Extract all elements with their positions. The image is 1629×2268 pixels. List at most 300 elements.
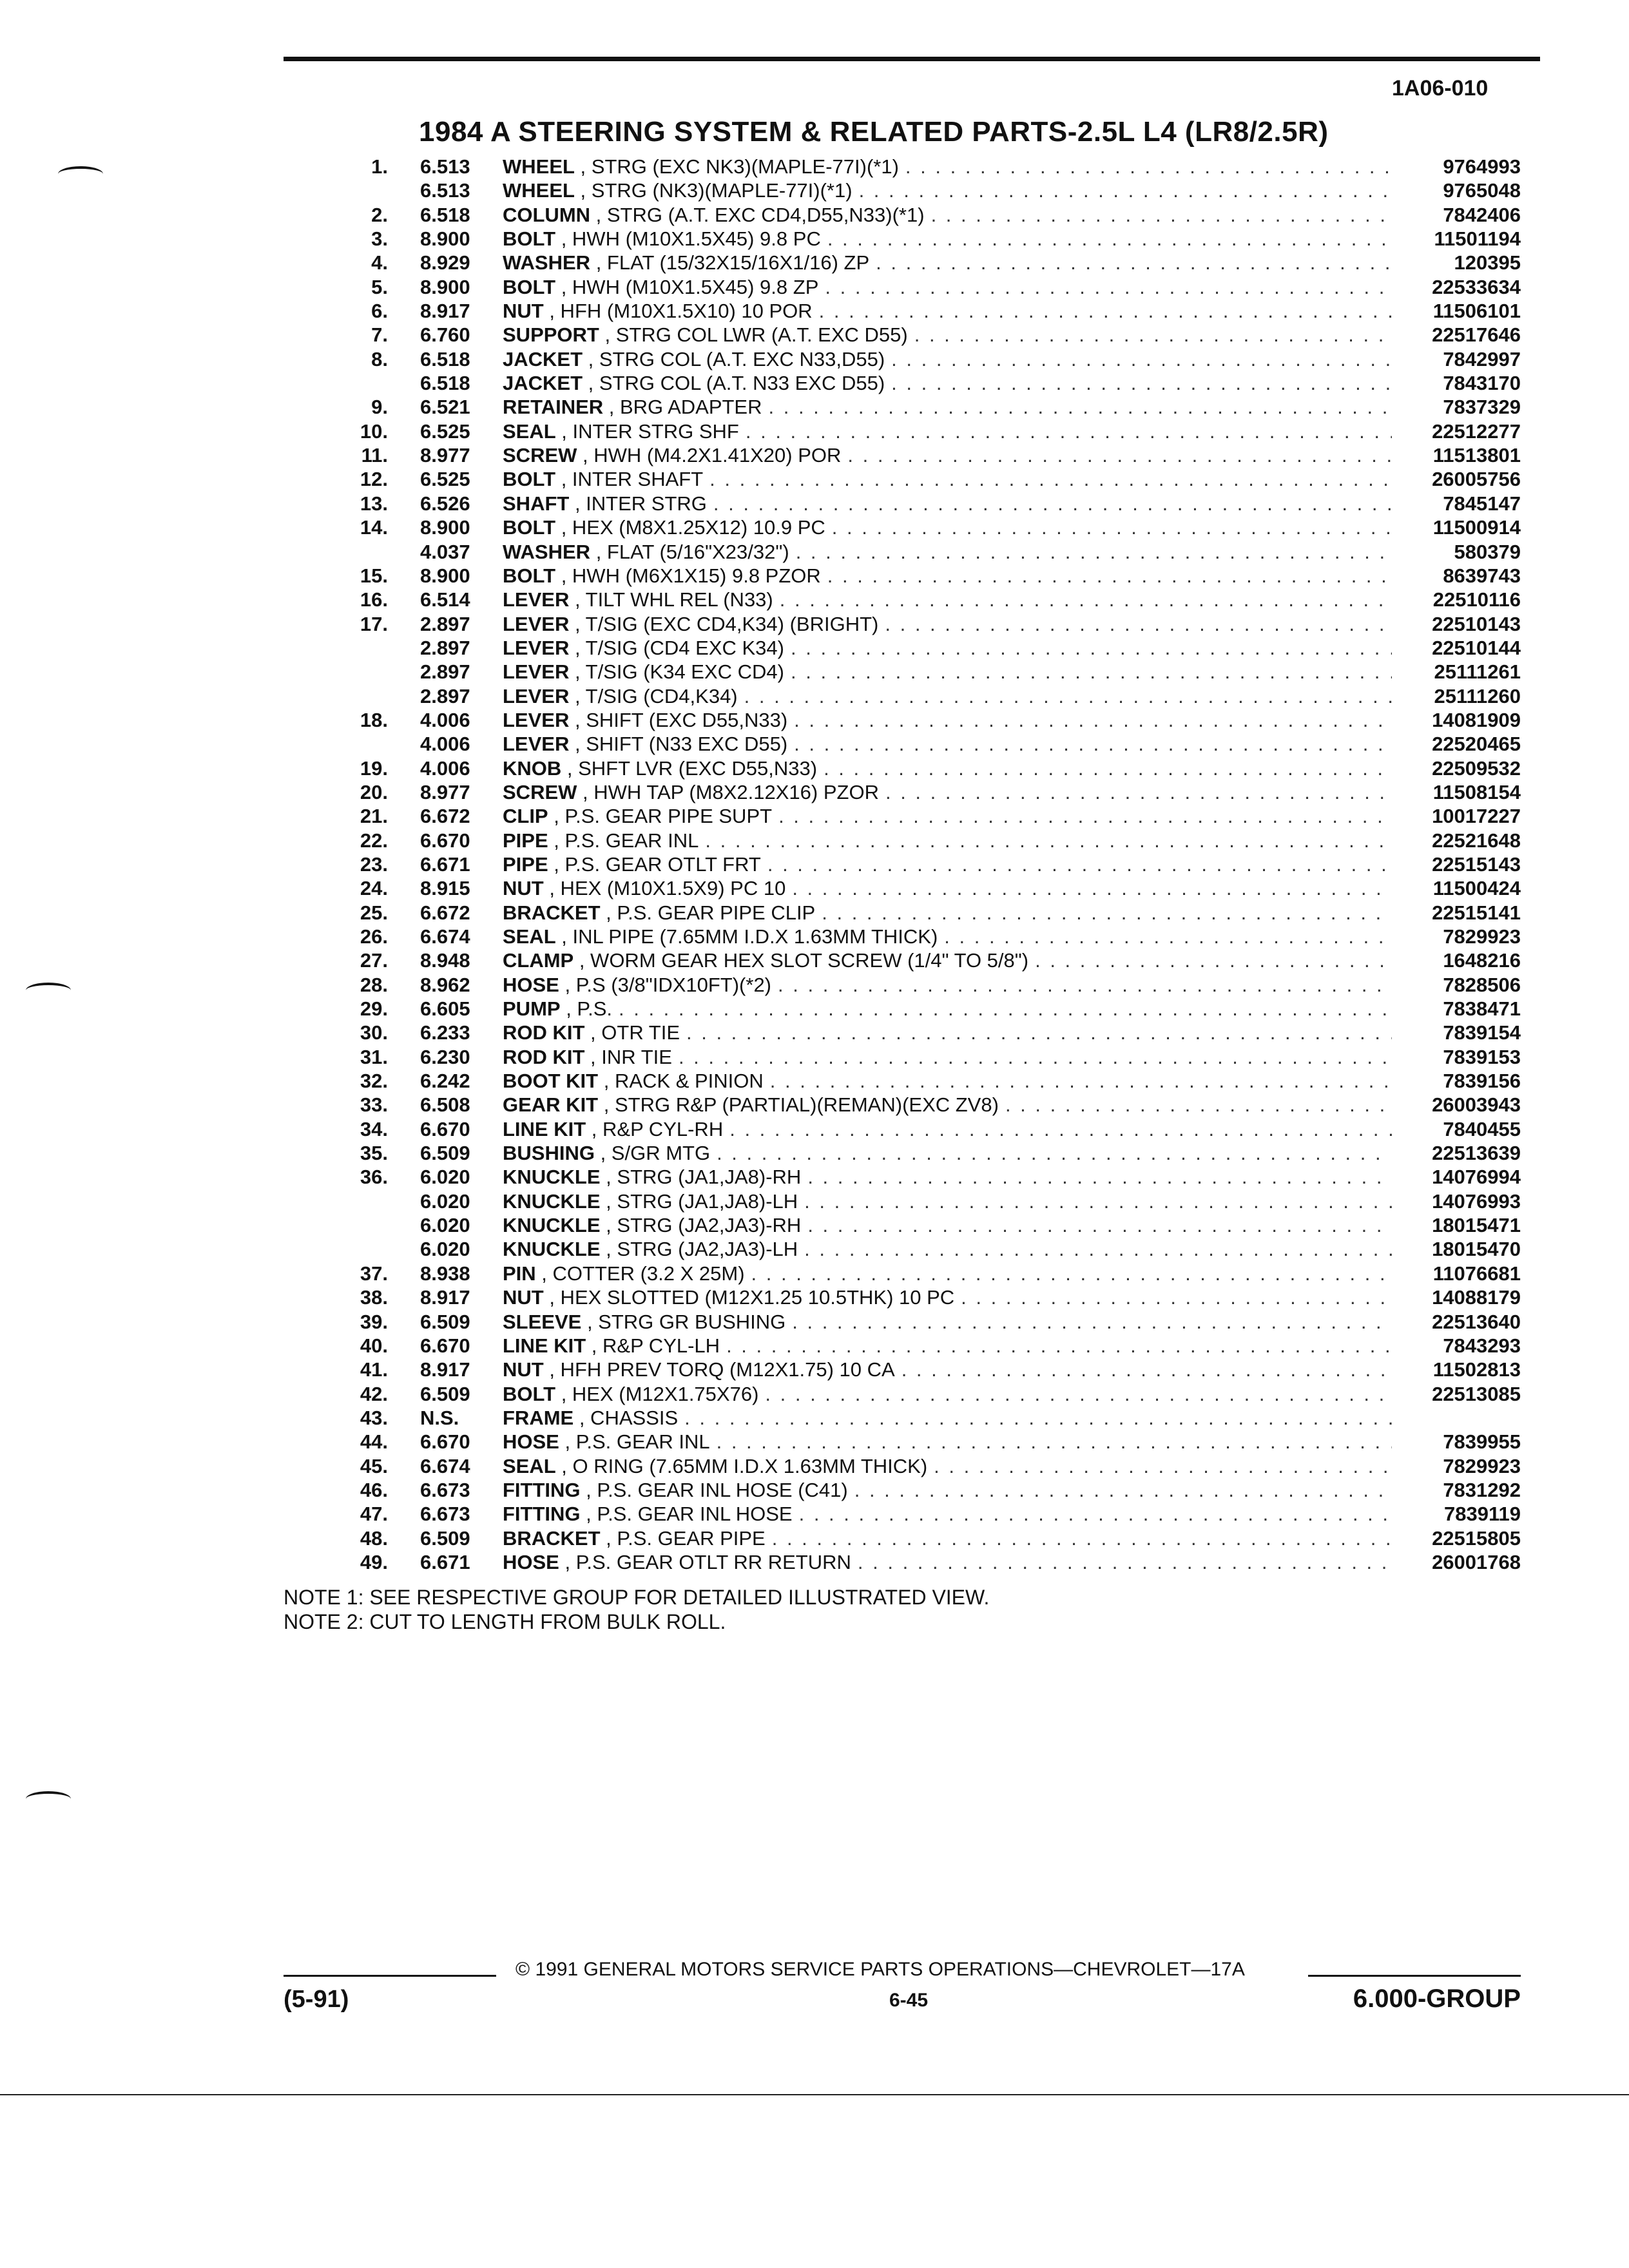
- dot-leader: [789, 540, 1392, 564]
- dot-leader: [885, 347, 1392, 371]
- dot-leader: [745, 1262, 1392, 1285]
- dot-leader: [793, 1502, 1392, 1526]
- part-detail: , INL PIPE (7.65MM I.D.X 1.63MM THICK): [555, 925, 938, 948]
- dot-leader: [899, 155, 1392, 178]
- part-row: [0, 155, 1629, 178]
- part-detail: , FLAT (5/16"X23/32"): [590, 540, 789, 563]
- ref-number: 49.: [360, 1550, 388, 1573]
- ref-number: 34.: [360, 1117, 388, 1140]
- part-detail: , T/SIG (CD4 EXC K34): [569, 636, 784, 659]
- part-number: 7839156: [1443, 1070, 1521, 1093]
- dot-leader: [801, 1213, 1392, 1237]
- part-number: 11513801: [1432, 444, 1521, 467]
- part-description: [503, 1502, 1392, 1526]
- part-number: 7845147: [1443, 492, 1521, 515]
- part-detail: , WORM GEAR HEX SLOT SCREW (1/4" TO 5/8"): [574, 949, 1029, 972]
- part-number: 22510143: [1432, 612, 1521, 635]
- part-name: HOSE: [503, 973, 559, 996]
- part-row: [0, 1502, 1629, 1526]
- group-number: 6.760: [420, 323, 470, 347]
- part-name: SCREW: [503, 444, 577, 467]
- ref-number: 19.: [360, 756, 388, 780]
- ref-number: 43.: [360, 1406, 388, 1429]
- part-row: [0, 973, 1629, 997]
- part-number: 22521648: [1432, 829, 1521, 852]
- part-number: 22510144: [1432, 636, 1521, 659]
- part-detail: , STRG COL (A.T. EXC N33,D55): [583, 347, 885, 370]
- dot-leader: [678, 1406, 1392, 1430]
- part-row: [0, 1045, 1629, 1069]
- part-name: NUT: [503, 877, 544, 900]
- part-number: 22520465: [1432, 733, 1521, 756]
- dot-leader: [853, 178, 1392, 202]
- ref-number: 6.: [371, 300, 388, 323]
- part-row: [0, 515, 1629, 539]
- part-row: [0, 299, 1629, 323]
- part-name: NUT: [503, 300, 544, 323]
- part-description: [503, 829, 1392, 852]
- part-name: LEVER: [503, 733, 570, 756]
- part-detail: , FLAT (15/32X15/16X1/16) ZP: [590, 251, 870, 274]
- part-row: [0, 612, 1629, 636]
- part-number: 7842997: [1443, 347, 1521, 370]
- part-name: WASHER: [503, 540, 591, 563]
- ref-number: 21.: [360, 805, 388, 828]
- part-number: 11076681: [1432, 1262, 1521, 1285]
- part-description: [503, 852, 1392, 876]
- ref-number: 1.: [371, 155, 388, 178]
- part-row: [0, 395, 1629, 419]
- group-number: 8.915: [420, 877, 470, 900]
- dot-leader: [801, 1165, 1392, 1189]
- dot-leader: [699, 829, 1392, 852]
- part-row: [0, 203, 1629, 227]
- group-number: 6.514: [420, 588, 470, 611]
- part-description: [503, 178, 1392, 202]
- dot-leader: [738, 684, 1392, 708]
- part-row: [0, 1382, 1629, 1406]
- part-name: KNUCKLE: [503, 1214, 601, 1237]
- part-number: 7840455: [1443, 1117, 1521, 1140]
- part-detail: , R&P CYL-LH: [586, 1334, 720, 1357]
- ref-number: 4.: [371, 251, 388, 274]
- part-row: [0, 732, 1629, 756]
- part-number: 7828506: [1443, 973, 1521, 996]
- group-number: 6.509: [420, 1310, 470, 1333]
- part-name: LEVER: [503, 612, 570, 635]
- part-description: [503, 1550, 1392, 1574]
- ref-number: 24.: [360, 877, 388, 900]
- part-detail: , HEX (M10X1.5X9) PC 10: [543, 877, 786, 900]
- ref-number: 37.: [360, 1262, 388, 1285]
- part-detail: , STRG GR BUSHING: [581, 1310, 786, 1333]
- part-description: [503, 419, 1392, 443]
- group-number: 8.929: [420, 251, 470, 274]
- group-number: 6.526: [420, 492, 470, 515]
- part-name: WHEEL: [503, 179, 575, 202]
- part-description: [503, 275, 1392, 299]
- part-description: [503, 1285, 1392, 1309]
- part-row: [0, 1141, 1629, 1165]
- part-description: [503, 588, 1392, 611]
- part-detail: , HEX SLOTTED (M12X1.25 10.5THK) 10 PC: [543, 1286, 955, 1309]
- footer-rule-right: [1308, 1975, 1521, 1977]
- dot-leader: [612, 997, 1392, 1021]
- part-name: BOOT KIT: [503, 1070, 599, 1093]
- part-row: [0, 997, 1629, 1021]
- part-detail: , R&P CYL-RH: [586, 1117, 724, 1140]
- part-number: 11502813: [1432, 1358, 1521, 1381]
- group-number: 8.917: [420, 1286, 470, 1309]
- group-number: 8.917: [420, 300, 470, 323]
- ref-number: 7.: [371, 323, 388, 347]
- part-row: [0, 1189, 1629, 1213]
- part-name: ROD KIT: [503, 1021, 585, 1044]
- group-number: 6.242: [420, 1070, 470, 1093]
- part-number: 120395: [1454, 251, 1521, 274]
- part-number: 7837329: [1443, 396, 1521, 419]
- part-number: 22513085: [1432, 1382, 1521, 1405]
- part-description: [503, 1189, 1392, 1213]
- dot-leader: [895, 1358, 1392, 1381]
- dot-leader: [758, 1382, 1392, 1406]
- part-detail: , HEX (M8X1.25X12) 10.9 PC: [555, 516, 825, 539]
- ref-number: 36.: [360, 1166, 388, 1189]
- part-number: 25111260: [1434, 684, 1521, 707]
- group-number: 6.509: [420, 1526, 470, 1550]
- part-number: 22512277: [1432, 419, 1521, 443]
- part-name: PUMP: [503, 997, 561, 1021]
- part-name: SUPPORT: [503, 323, 599, 347]
- part-row: [0, 1213, 1629, 1237]
- part-detail: , P.S. GEAR PIPE CLIP: [600, 901, 816, 924]
- ref-number: 44.: [360, 1430, 388, 1454]
- dot-leader: [851, 1550, 1392, 1574]
- part-name: LINE KIT: [503, 1117, 586, 1140]
- part-description: [503, 203, 1392, 227]
- ref-number: 40.: [360, 1334, 388, 1357]
- part-description: [503, 756, 1392, 780]
- part-number: 7839955: [1443, 1430, 1521, 1454]
- part-detail: , O RING (7.65MM I.D.X 1.63MM THICK): [555, 1454, 928, 1477]
- group-number: 6.020: [420, 1189, 470, 1213]
- dot-leader: [784, 636, 1392, 660]
- part-name: SCREW: [503, 780, 577, 803]
- part-number: 11500914: [1432, 516, 1521, 539]
- dot-leader: [815, 901, 1392, 925]
- dot-leader: [680, 1021, 1392, 1044]
- part-row: [0, 1262, 1629, 1285]
- part-detail: , P.S. GEAR PIPE SUPT: [548, 805, 773, 828]
- group-number: 6.671: [420, 1550, 470, 1573]
- part-row: [0, 684, 1629, 708]
- part-name: JACKET: [503, 347, 583, 370]
- part-number: 8639743: [1443, 564, 1521, 587]
- part-detail: , S/GR MTG: [594, 1142, 711, 1165]
- part-number: 9764993: [1443, 155, 1521, 178]
- part-description: [503, 515, 1392, 539]
- group-number: 6.518: [420, 347, 470, 370]
- group-number: 6.020: [420, 1238, 470, 1261]
- ref-number: 8.: [371, 347, 388, 370]
- group-number: 2.897: [420, 636, 470, 659]
- note-1: NOTE 1: SEE RESPECTIVE GROUP FOR DETAILED ILLUSTRATED VIEW.: [284, 1586, 990, 1609]
- part-row: [0, 1478, 1629, 1502]
- part-description: [503, 1526, 1392, 1550]
- dot-leader: [710, 1430, 1392, 1454]
- part-row: [0, 564, 1629, 588]
- part-number: 26001768: [1432, 1550, 1521, 1573]
- ref-number: 3.: [371, 227, 388, 251]
- part-name: BOLT: [503, 275, 556, 298]
- part-row: [0, 323, 1629, 347]
- group-number: 6.230: [420, 1045, 470, 1068]
- ref-number: 33.: [360, 1093, 388, 1117]
- part-description: [503, 1213, 1392, 1237]
- ref-number: 5.: [371, 275, 388, 298]
- dot-leader: [938, 925, 1392, 948]
- dot-leader: [925, 203, 1392, 227]
- dot-leader: [825, 515, 1392, 539]
- part-row: [0, 1165, 1629, 1189]
- part-name: WHEEL: [503, 155, 575, 178]
- part-number: 7843170: [1443, 372, 1521, 395]
- part-description: [503, 1382, 1392, 1406]
- dot-leader: [954, 1285, 1392, 1309]
- group-number: 6.671: [420, 852, 470, 876]
- part-detail: , CHASSIS: [574, 1406, 679, 1429]
- part-number: 14088179: [1432, 1286, 1521, 1309]
- ref-number: 17.: [360, 612, 388, 635]
- dot-leader: [772, 804, 1392, 828]
- dot-leader: [798, 1189, 1392, 1213]
- part-name: BRACKET: [503, 1526, 601, 1550]
- part-detail: , OTR TIE: [584, 1021, 680, 1044]
- part-name: PIN: [503, 1262, 536, 1285]
- part-number: 11500424: [1432, 877, 1521, 900]
- group-number: 8.900: [420, 227, 470, 251]
- group-number: 6.020: [420, 1214, 470, 1237]
- part-name: CLIP: [503, 805, 548, 828]
- dot-leader: [879, 780, 1392, 804]
- part-detail: , HWH (M10X1.5X45) 9.8 PC: [555, 227, 821, 251]
- part-name: PIPE: [503, 852, 548, 876]
- group-number: 6.605: [420, 997, 470, 1021]
- part-detail: , SHIFT (N33 EXC D55): [569, 733, 788, 756]
- group-number: 6.509: [420, 1382, 470, 1405]
- part-description: [503, 1045, 1392, 1069]
- group-number: 6.674: [420, 925, 470, 948]
- dot-leader: [821, 227, 1392, 251]
- part-row: [0, 1021, 1629, 1044]
- part-description: [503, 1478, 1392, 1502]
- part-row: [0, 347, 1629, 371]
- part-name: SHAFT: [503, 492, 570, 515]
- part-name: LEVER: [503, 708, 570, 731]
- part-detail: , HFH (M10X1.5X10) 10 POR: [543, 300, 813, 323]
- part-name: SEAL: [503, 419, 556, 443]
- part-row: [0, 708, 1629, 732]
- binder-hole-mark-bottom: [26, 1791, 71, 1807]
- part-row: [0, 1526, 1629, 1550]
- dot-leader: [798, 1237, 1392, 1261]
- part-row: [0, 804, 1629, 828]
- part-row: [0, 925, 1629, 948]
- group-number: 6.673: [420, 1503, 470, 1526]
- part-detail: , HWH (M10X1.5X45) 9.8 ZP: [555, 275, 819, 298]
- ref-number: 23.: [360, 852, 388, 876]
- ref-number: 48.: [360, 1526, 388, 1550]
- part-number: 7839153: [1443, 1045, 1521, 1068]
- group-number: 8.900: [420, 275, 470, 298]
- ref-number: 20.: [360, 780, 388, 803]
- part-description: [503, 371, 1392, 395]
- part-detail: , P.S (3/8"IDX10FT)(*2): [559, 973, 772, 996]
- ref-number: 42.: [360, 1382, 388, 1405]
- part-description: [503, 323, 1392, 347]
- group-number: 4.037: [420, 540, 470, 563]
- dot-leader: [773, 588, 1392, 611]
- part-name: PIPE: [503, 829, 548, 852]
- part-detail: , T/SIG (K34 EXC CD4): [569, 660, 784, 684]
- part-detail: , P.S.: [560, 997, 612, 1021]
- part-detail: , INTER SHAFT: [555, 468, 704, 491]
- dot-leader: [787, 708, 1392, 732]
- part-detail: , HEX (M12X1.75X76): [555, 1382, 759, 1405]
- part-description: [503, 395, 1392, 419]
- part-number: 7831292: [1443, 1478, 1521, 1501]
- part-row: [0, 852, 1629, 876]
- part-description: [503, 780, 1392, 804]
- part-number: 7843293: [1443, 1334, 1521, 1357]
- dot-leader: [817, 756, 1392, 780]
- part-row: [0, 588, 1629, 611]
- part-description: [503, 1406, 1392, 1430]
- part-description: [503, 1021, 1392, 1044]
- revision-date: (5-91): [284, 1986, 349, 2013]
- group-number: 4.006: [420, 756, 470, 780]
- part-number: 1648216: [1443, 949, 1521, 972]
- part-number: 26003943: [1432, 1093, 1521, 1117]
- part-description: [503, 1454, 1392, 1478]
- part-description: [503, 1141, 1392, 1165]
- part-name: FITTING: [503, 1478, 581, 1501]
- part-name: ROD KIT: [503, 1045, 585, 1068]
- part-detail: , STRG R&P (PARTIAL)(REMAN)(EXC ZV8): [598, 1093, 999, 1117]
- group-number: 8.938: [420, 1262, 470, 1285]
- part-number: 7838471: [1443, 997, 1521, 1021]
- part-number: 22513639: [1432, 1142, 1521, 1165]
- part-row: [0, 876, 1629, 900]
- part-description: [503, 1262, 1392, 1285]
- part-row: [0, 227, 1629, 251]
- dot-leader: [841, 443, 1392, 467]
- group-number: N.S.: [420, 1406, 459, 1429]
- part-description: [503, 1358, 1392, 1381]
- group-number: 6.020: [420, 1166, 470, 1189]
- part-number: 18015470: [1432, 1238, 1521, 1261]
- part-description: [503, 540, 1392, 564]
- ref-number: 35.: [360, 1142, 388, 1165]
- part-number: 7829923: [1443, 925, 1521, 948]
- part-number: 10017227: [1432, 805, 1521, 828]
- part-number: 25111261: [1434, 660, 1521, 684]
- part-detail: , P.S. GEAR OTLT RR RETURN: [559, 1550, 851, 1573]
- part-number: 22513640: [1432, 1310, 1521, 1333]
- part-detail: , STRG (EXC NK3)(MAPLE-77I)(*1): [574, 155, 899, 178]
- dot-leader: [848, 1478, 1392, 1502]
- part-description: [503, 1334, 1392, 1358]
- group-number: 8.977: [420, 780, 470, 803]
- part-row: [0, 660, 1629, 684]
- part-row: [0, 419, 1629, 443]
- part-detail: , P.S. GEAR INL: [559, 1430, 710, 1454]
- group-number: 8.900: [420, 516, 470, 539]
- dot-leader: [878, 612, 1392, 636]
- group-number: 6.233: [420, 1021, 470, 1044]
- part-description: [503, 227, 1392, 251]
- group-number: 6.509: [420, 1142, 470, 1165]
- part-row: [0, 1334, 1629, 1358]
- ref-number: 30.: [360, 1021, 388, 1044]
- part-number: 7839119: [1444, 1503, 1521, 1526]
- dot-leader: [766, 1526, 1392, 1550]
- group-number: 8.977: [420, 444, 470, 467]
- part-description: [503, 612, 1392, 636]
- part-name: SEAL: [503, 925, 556, 948]
- part-number: 22510116: [1432, 588, 1521, 611]
- part-number: 18015471: [1432, 1214, 1521, 1237]
- ref-number: 45.: [360, 1454, 388, 1477]
- part-number: 14081909: [1432, 708, 1521, 731]
- dot-leader: [786, 1310, 1392, 1334]
- part-detail: , INR TIE: [584, 1045, 672, 1068]
- page-code: 1A06-010: [1392, 76, 1489, 101]
- part-description: [503, 925, 1392, 948]
- part-detail: , P.S. GEAR INL: [548, 829, 699, 852]
- part-detail: , T/SIG (EXC CD4,K34) (BRIGHT): [569, 612, 879, 635]
- part-name: BOLT: [503, 468, 556, 491]
- part-detail: , STRG COL LWR (A.T. EXC D55): [599, 323, 908, 347]
- part-detail: , P.S. GEAR INL HOSE: [580, 1503, 793, 1526]
- part-name: HOSE: [503, 1430, 559, 1454]
- dot-leader: [771, 973, 1392, 997]
- notes-section: [284, 1585, 989, 1634]
- part-detail: , SHFT LVR (EXC D55,N33): [561, 756, 818, 780]
- group-number: 6.672: [420, 805, 470, 828]
- page-title: 1984 A STEERING SYSTEM & RELATED PARTS-2.5L L4 (LR8/2.5R): [419, 116, 1329, 148]
- dot-leader: [720, 1334, 1392, 1358]
- part-detail: , INTER STRG SHF: [555, 419, 739, 443]
- dot-leader: [885, 371, 1392, 395]
- part-name: BOLT: [503, 1382, 556, 1405]
- dot-leader: [927, 1454, 1392, 1478]
- ref-number: 26.: [360, 925, 388, 948]
- ref-number: 11.: [361, 444, 388, 467]
- part-description: [503, 1430, 1392, 1454]
- group-number: 6.518: [420, 203, 470, 226]
- part-description: [503, 1093, 1392, 1117]
- part-row: [0, 275, 1629, 299]
- part-name: LEVER: [503, 636, 570, 659]
- ref-number: 12.: [360, 468, 388, 491]
- group-label: 6.000-GROUP: [1353, 1984, 1521, 2013]
- dot-leader: [818, 275, 1392, 299]
- part-number: 22533634: [1432, 275, 1521, 298]
- part-number: 9765048: [1443, 179, 1521, 202]
- part-number: 14076994: [1432, 1166, 1521, 1189]
- part-description: [503, 251, 1392, 274]
